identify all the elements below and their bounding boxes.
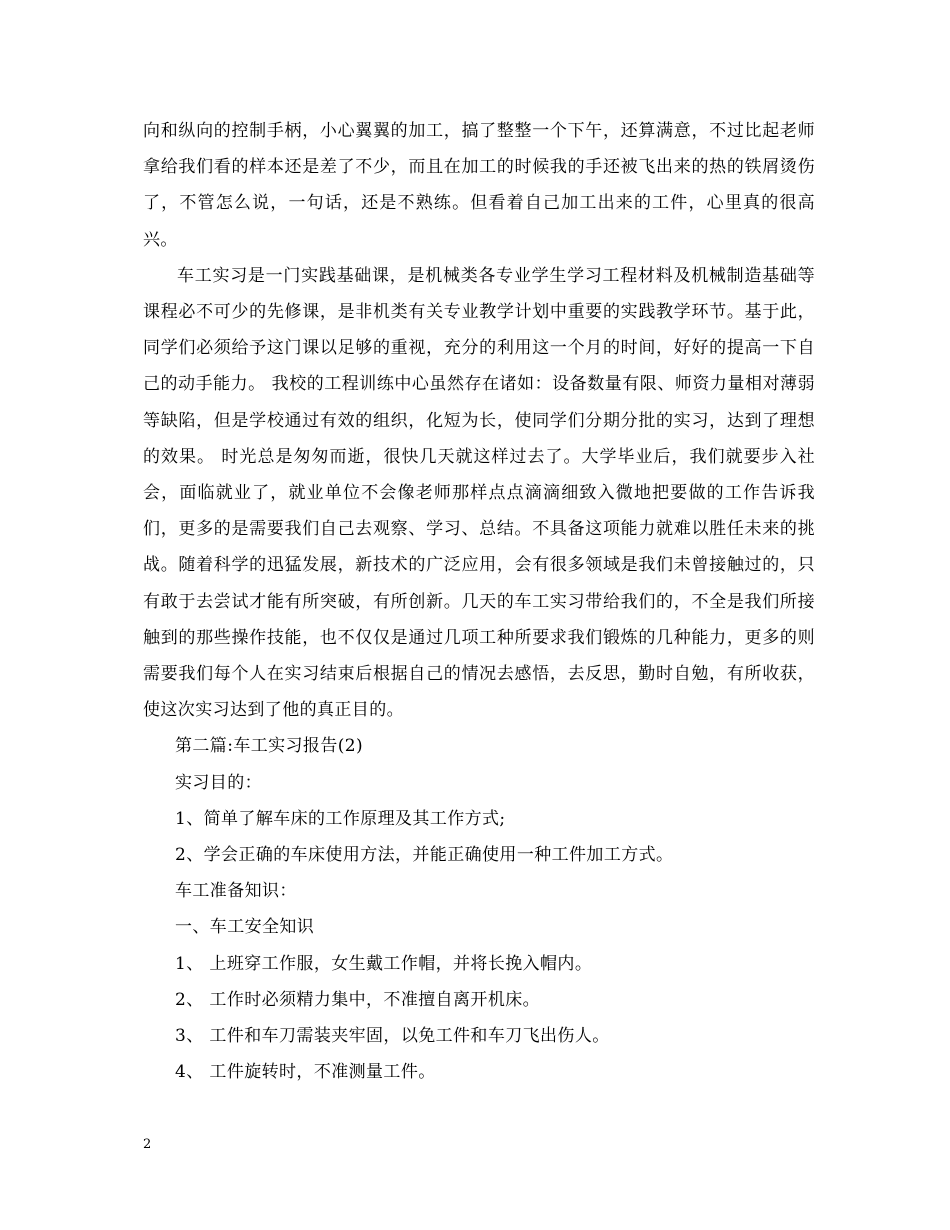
- subheading: 车工准备知识：: [175, 881, 297, 902]
- list-item: 3、 工件和车刀需装夹牢固，以免工件和车刀飞出伤人。: [175, 1026, 610, 1047]
- list-item: 1、 上班穿工作服，女生戴工作帽，并将长挽入帽内。: [175, 953, 593, 974]
- page-number: 2: [143, 1137, 152, 1152]
- list-item: 4、 工件旋转时，不准测量工件。: [175, 1062, 436, 1083]
- subheading: 一、车工安全知识: [175, 917, 315, 938]
- body-paragraph: 车工实习是一门实践基础课，是机械类各专业学生学习工程材料及机械制造基础等课程必不可少的先修课，是非机类有关专业教学计划中重要的实践教学环节。基于此，同学们必须给予这门课以足够的重视，充分的利用这一个月的时间，好好的提高一下自己的动手能力。 我校的工程训练中心虽然存在诸如：设备数量有限、师资力量相对薄弱等缺陷，但是学校通过有效的组织，化短为长，使同学们分期分批的实习，达到了理想的效果。 时光总是匆匆而逝，很快几天就这样过去了。大学毕业后，我们就要步入社会，面临就业了，就业单位不会像老师那样点点滴滴细致入微地把要做的工作告诉我们，更多的是需要我们自己去观察、学习、总结。不具备这项能力就难以胜任未来的挑战。随着科学的迅猛发展，新技术的广泛应用，会有很多领域是我们未曾接触过的，只有敢于去尝试才能有所突破，有所创新。几天的车工实习带给我们的，不全是我们所接触到的那些操作技能，也不仅仅是通过几项工种所要求我们锻炼的几种能力，更多的则需要我们每个人在实习结束后根据自己的情况去感悟，去反思，勤时自勉，有所收获，使这次实习达到了他的真正目的。: [143, 265, 815, 721]
- list-item: 1、简单了解车床的工作原理及其工作方式;: [175, 808, 506, 829]
- list-item: 2、学会正确的车床使用方法，并能正确使用一种工件加工方式。: [175, 845, 674, 866]
- subheading: 实习目的：: [175, 772, 262, 793]
- document-body: [143, 113, 815, 1090]
- section-heading: 第二篇:车工实习报告(2): [175, 736, 364, 757]
- body-paragraph: 向和纵向的控制手柄，小心翼翼的加工，搞了整整一个下午，还算满意，不过比起老师拿给我们看的样本还是差了不少，而且在加工的时候我的手还被飞出来的热的铁屑烫伤了，不管怎么说，一句话，还是不熟练。但看着自己加工出来的工件，心里真的很高兴。: [143, 121, 815, 250]
- list-item: 2、 工作时必须精力集中，不准擅自离开机床。: [175, 989, 541, 1010]
